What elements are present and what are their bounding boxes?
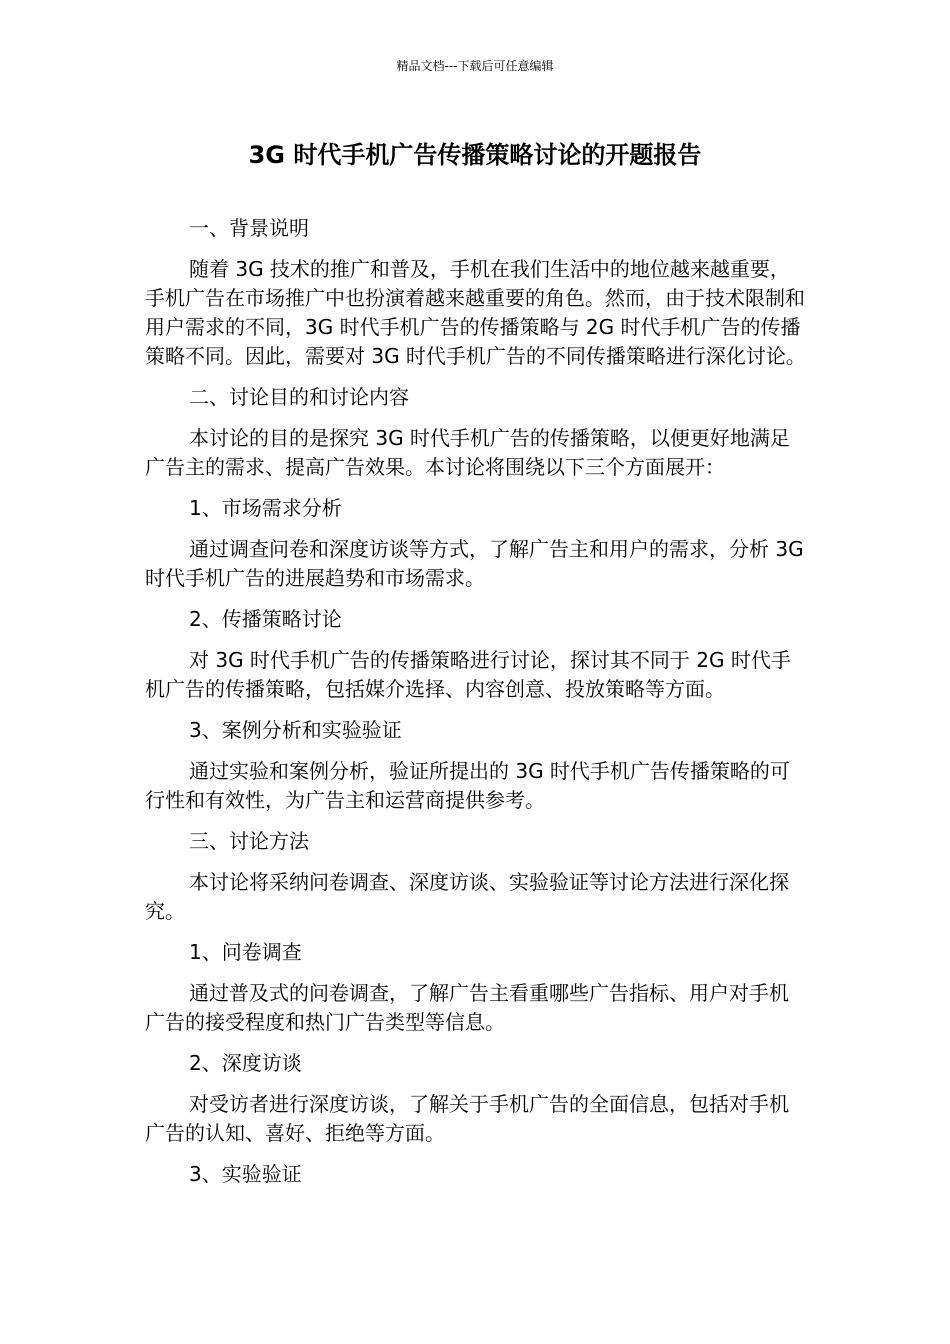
subheading-case-analysis: 3、案例分析和实验验证 (189, 718, 402, 742)
subheading-strategy: 2、传播策略讨论 (189, 607, 342, 631)
paragraph-strategy: 对 3G 时代手机广告的传播策略进行讨论，探讨其不同于 2G 时代手机广告的传播策略，包括媒介选择、内容创意、投放策略等方面。 (145, 648, 791, 701)
paragraph-purpose: 本讨论的目的是探究 3G 时代手机广告的传播策略，以便更好地满足广告主的需求、提高广告效果。本讨论将围绕以下三个方面展开： (145, 426, 790, 479)
section-heading-purpose: 二、讨论目的和讨论内容 (189, 385, 409, 409)
subheading-survey: 1、问卷调查 (189, 940, 302, 964)
subheading-market-analysis: 1、市场需求分析 (189, 496, 342, 520)
document-body (145, 214, 807, 1201)
header-note: 精品文档---下载后可任意编辑 (396, 59, 554, 73)
paragraph-case-analysis: 通过实验和案例分析，验证所提出的 3G 时代手机广告传播策略的可行性和有效性，为广告主和运营商提供参考。 (145, 759, 790, 812)
document-title: 3G 时代手机广告传播策略讨论的开题报告 (248, 141, 702, 169)
subheading-experiment: 3、实验验证 (189, 1162, 302, 1186)
subheading-interview: 2、深度访谈 (189, 1051, 302, 1075)
paragraph-survey: 通过普及式的问卷调查，了解广告主看重哪些广告指标、用户对手机广告的接受程度和热门广告类型等信息。 (145, 981, 789, 1034)
paragraph-methods: 本讨论将采纳问卷调查、深度访谈、实验验证等讨论方法进行深化探究。 (145, 870, 789, 923)
paragraph-market-analysis: 通过调查问卷和深度访谈等方式，了解广告主和用户的需求，分析 3G 时代手机广告的进展趋势和市场需求。 (145, 537, 804, 590)
section-heading-methods: 三、讨论方法 (189, 829, 309, 853)
section-heading-background: 一、背景说明 (189, 216, 309, 240)
paragraph-interview: 对受访者进行深度访谈，了解关于手机广告的全面信息，包括对手机广告的认知、喜好、拒绝等方面。 (145, 1092, 789, 1145)
paragraph-background: 随着 3G 技术的推广和普及，手机在我们生活中的地位越来越重要，手机广告在市场推广中也扮演着越来越重要的角色。然而，由于技术限制和用户需求的不同，3G 时代手机广告的传播策略与 2G 时代手机广告的传播策略不同。因此，需要对 3G 时代手机广告的不同传播策略进行深化讨论。 (145, 257, 806, 368)
